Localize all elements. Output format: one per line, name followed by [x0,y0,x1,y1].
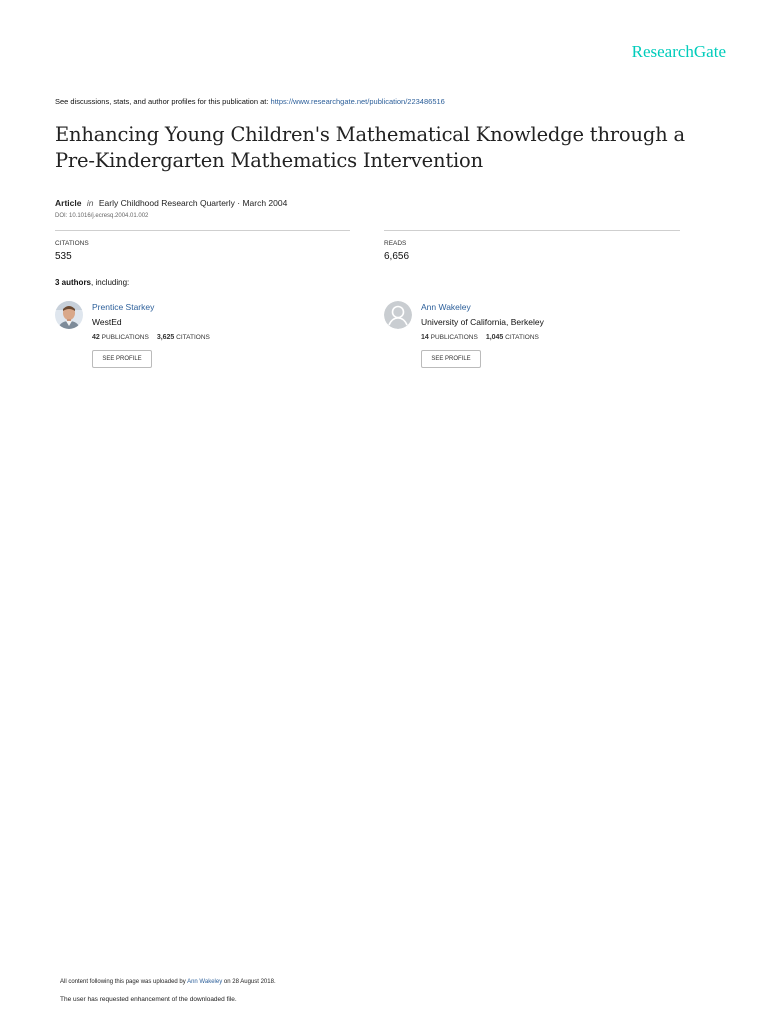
doi: DOI: 10.1016/j.ecresq.2004.01.002 [55,213,149,219]
author-citations-count: 1,045 [485,334,504,341]
journal-info: Early Childhood Research Quarterly · March 2004 [98,198,288,208]
publications-label: PUBLICATIONS [430,334,478,341]
author-photo[interactable] [55,301,83,329]
author-counts [92,334,210,341]
author-institution: WestEd [92,317,122,327]
publication-link[interactable]: https://www.researchgate.net/publication/223486516 [270,97,445,106]
author-institution: University of California, Berkeley [421,317,544,327]
authors-heading [55,278,129,287]
authors-count: 3 authors [55,278,92,287]
in-label: in [86,198,94,208]
see-profile-button[interactable]: SEE PROFILE [421,350,481,368]
researchgate-logo[interactable]: ResearchGate [631,42,726,61]
author-photo-image [55,301,83,329]
uploader-link[interactable]: Ann Wakeley [187,979,223,985]
upload-suffix: on 28 August 2018. [222,979,276,985]
publications-count: 42 [92,334,100,341]
upload-notice [60,979,276,985]
author-name-link[interactable]: Ann Wakeley [421,302,471,312]
publication-type: Article [55,198,82,208]
enhancement-notice: The user has requested enhancement of the downloaded file. [60,996,237,1003]
citations-label: CITATIONS [55,240,89,247]
author-citations-label: CITATIONS [176,334,210,341]
author-name-link[interactable]: Prentice Starkey [92,302,155,312]
citations-value: 535 [55,251,72,262]
upload-prefix: All content following this page was uploaded by [60,979,188,985]
author-citations-label: CITATIONS [505,334,539,341]
author-citations-count: 3,625 [156,334,175,341]
reads-divider [384,230,680,231]
reads-label: READS [384,240,407,247]
publication-meta [55,198,287,208]
see-profile-button[interactable]: SEE PROFILE [92,350,152,368]
discussion-text: See discussions, stats, and author profiles for this publication at: [55,97,271,106]
reads-value: 6,656 [384,251,410,262]
citations-divider [55,230,350,231]
author-card [55,301,335,371]
publication-title: Enhancing Young Children's Mathematical Knowledge through a Pre-Kindergarten Mathematics Intervention [55,123,685,172]
publications-count: 14 [421,334,429,341]
default-avatar-image [384,301,412,329]
default-avatar-icon[interactable] [384,301,412,329]
authors-heading-rest: , including: [91,278,130,287]
author-card [384,301,664,371]
publications-label: PUBLICATIONS [101,334,149,341]
discussion-notice [55,97,445,106]
author-counts [421,334,539,341]
